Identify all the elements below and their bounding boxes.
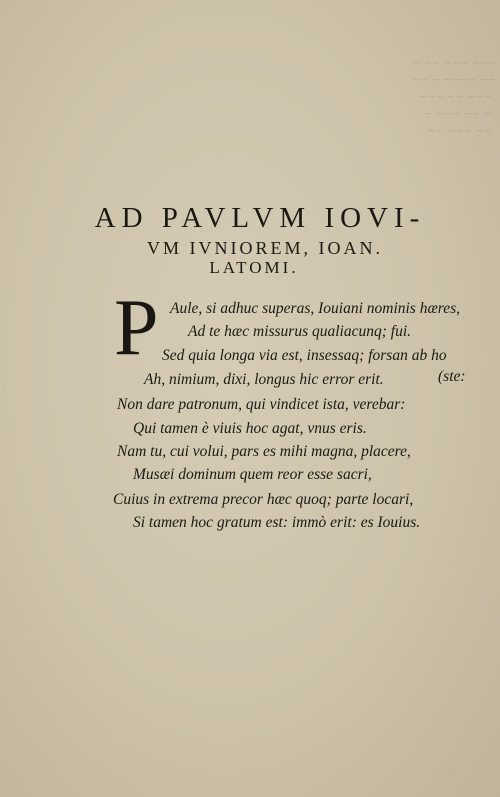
overflow-fragment: (ste:: [438, 368, 466, 385]
show-through-text: ~ ~~ ~~~ ~~~ ~~ ~ ~~~~ ~~ ~~~ ~~ ~~~ ~ ~~~ ~~ ~ ~~ ~~~ ~~: [412, 58, 497, 137]
poem-line-4: Ah, nimium, dixi, longus hic error erit.: [144, 371, 384, 388]
poem-line-5: Non dare patronum, qui vindicet ista, verebar:: [117, 396, 406, 413]
heading-line-3: LATOMI.: [209, 258, 299, 277]
drop-cap: P: [114, 284, 159, 372]
poem-line-3: Sed quia longa via est, insessaq; forsan ab ho: [162, 347, 447, 364]
poem-line-2: Ad te hæc missurus qualiacunq; fui.: [188, 323, 412, 340]
poem-line-10: Si tamen hoc gratum est: immò erit: es Iouius.: [133, 514, 421, 531]
heading-line-1: AD PAVLVM IOVI-: [94, 202, 426, 234]
poem-line-6: Qui tamen è viuis hoc agat, vnus eris.: [133, 420, 367, 437]
poem-line-9: Cuius in extrema precor hæc quoq; parte locari,: [113, 491, 414, 508]
heading-line-2: VM IVNIOREM, IOAN.: [147, 238, 383, 258]
poem-line-1: Aule, si adhuc superas, Iouiani nominis hæres,: [170, 300, 461, 317]
poem-line-8: Musæi dominum quem reor esse sacri,: [133, 466, 372, 483]
poem-line-7: Nam tu, cui volui, pars es mihi magna, placere,: [117, 443, 411, 460]
